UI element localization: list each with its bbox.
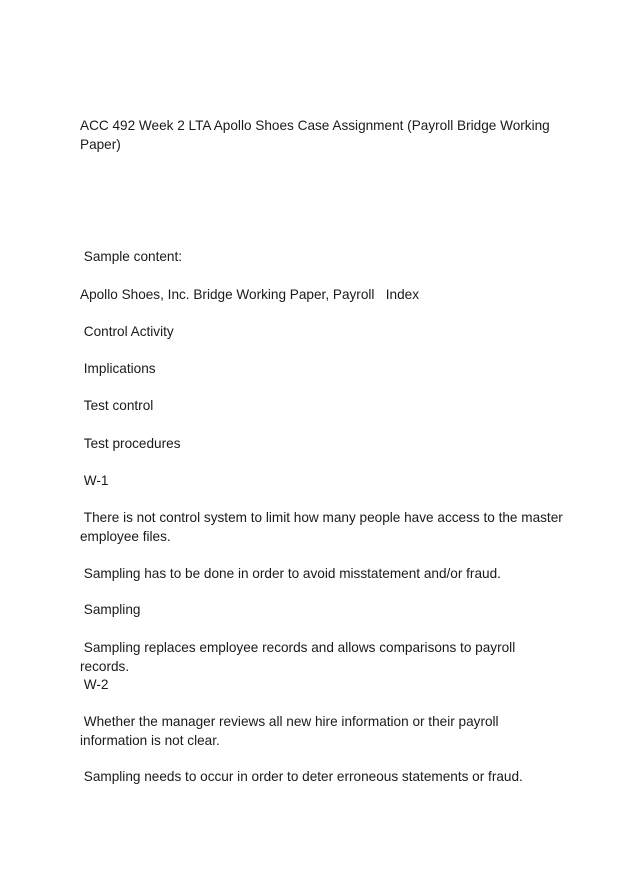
paragraph-test-procedures: Test procedures [80, 436, 181, 451]
paragraph-w1-procedure: Sampling replaces employee records and allows comparisons to payroll records. [80, 640, 519, 674]
paragraph-test-control: Test control [80, 398, 154, 413]
paragraph-w1-control-issue: There is not control system to limit how many people have access to the master employee files. [80, 510, 567, 544]
paragraph-w1-test-control: Sampling [80, 602, 141, 617]
paragraph-w1: W-1 [80, 473, 109, 488]
paragraph-sample-content: Sample content: [80, 249, 183, 264]
paragraph-w2: W-2 [80, 677, 109, 692]
document-title: ACC 492 Week 2 LTA Apollo Shoes Case Assignment (Payroll Bridge Working Paper) [80, 118, 550, 152]
paragraph-bridge-heading: Apollo Shoes, Inc. Bridge Working Paper, Payroll Index [80, 287, 420, 302]
paragraph-w2-control-issue: Whether the manager reviews all new hire information or their payroll information is not clear. [80, 714, 503, 748]
paragraph-w1-implication: Sampling has to be done in order to avoid misstatement and/or fraud. [80, 566, 501, 581]
paragraph-implications: Implications [80, 361, 156, 376]
paragraph-w2-implication: Sampling needs to occur in order to deter erroneous statements or fraud. [80, 769, 523, 784]
paragraph-control-activity: Control Activity [80, 324, 174, 339]
